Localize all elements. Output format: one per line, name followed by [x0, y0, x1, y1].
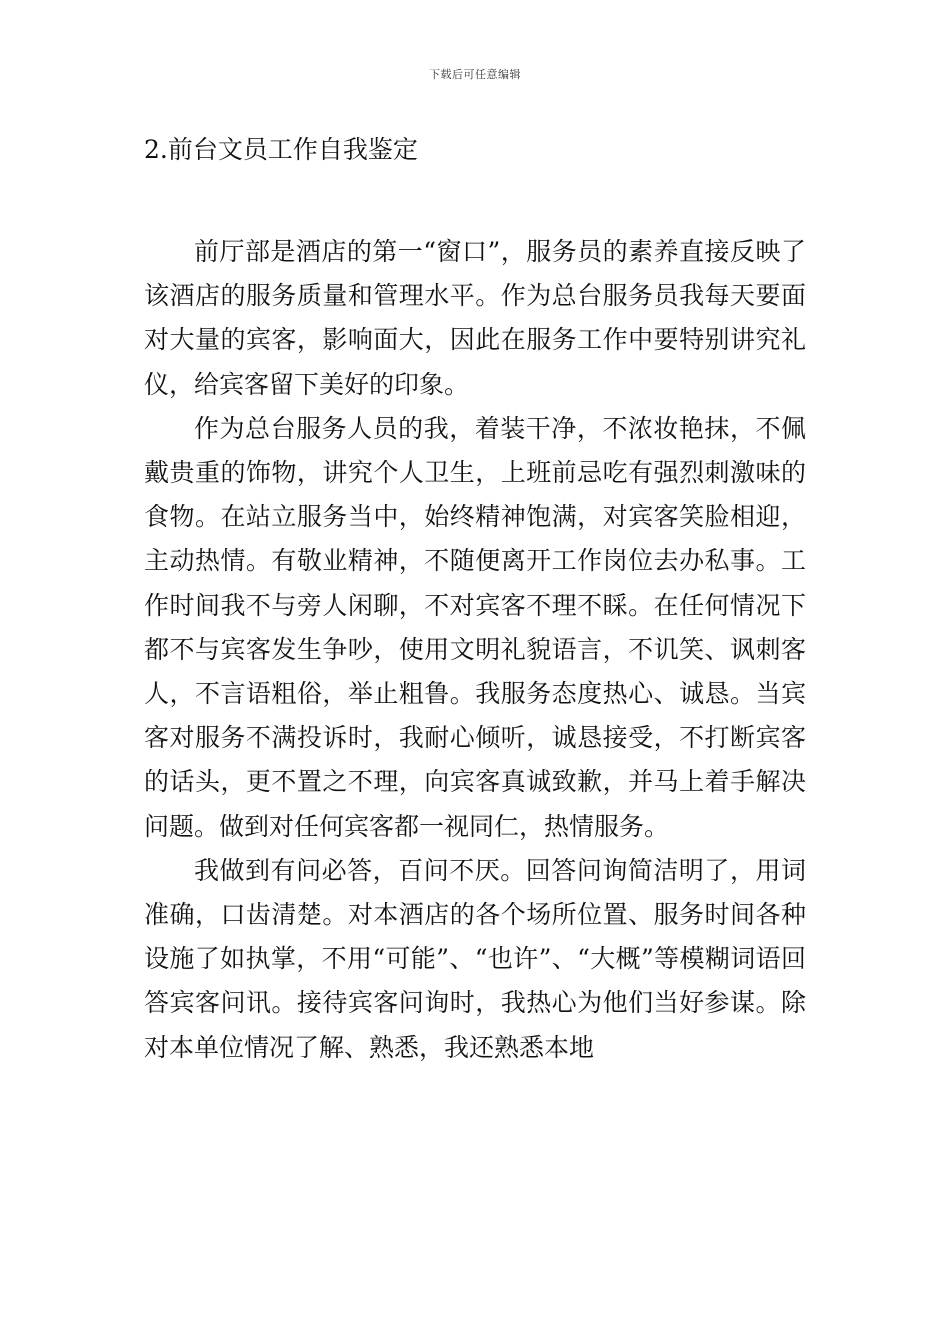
header-note: 下载后可任意编辑 — [429, 68, 521, 81]
document-body — [144, 230, 806, 1070]
paragraph: 我做到有问必答，百问不厌。回答问询简洁明了，用词准确，口齿清楚。对本酒店的各个场所位置、服务时间各种设施了如执掌，不用“可能”、“也许”、“大概”等模糊词语回答宾客问讯。接待宾客问询时，我热心为他们当好参谋。除对本单位情况了解、熟悉，我还熟悉本地 — [144, 855, 806, 1062]
paragraph: 前厅部是酒店的第一“窗口”，服务员的素养直接反映了该酒店的服务质量和管理水平。作为总台服务员我每天要面对大量的宾客，影响面大，因此在服务工作中要特别讲究礼仪，给宾客留下美好的印象。 — [144, 237, 806, 399]
paragraph: 作为总台服务人员的我，着装干净，不浓妆艳抹，不佩戴贵重的饰物，讲究个人卫生，上班前忌吃有强烈刺激味的食物。在站立服务当中，始终精神饱满，对宾客笑脸相迎，主动热情。有敬业精神，不随便离开工作岗位去办私事。工作时间我不与旁人闲聊，不对宾客不理不睬。在任何情况下都不与宾客发生争吵，使用文明礼貌语言，不讥笑、讽刺客人，不言语粗俗，举止粗鲁。我服务态度热心、诚恳。当宾客对服务不满投诉时，我耐心倾听，诚恳接受，不打断宾客的话头，更不置之不理，向宾客真诚致歉，并马上着手解决问题。做到对任何宾客都一视同仁，热情服务。 — [144, 413, 806, 841]
document-title: 2.前台文员工作自我鉴定 — [144, 135, 418, 164]
